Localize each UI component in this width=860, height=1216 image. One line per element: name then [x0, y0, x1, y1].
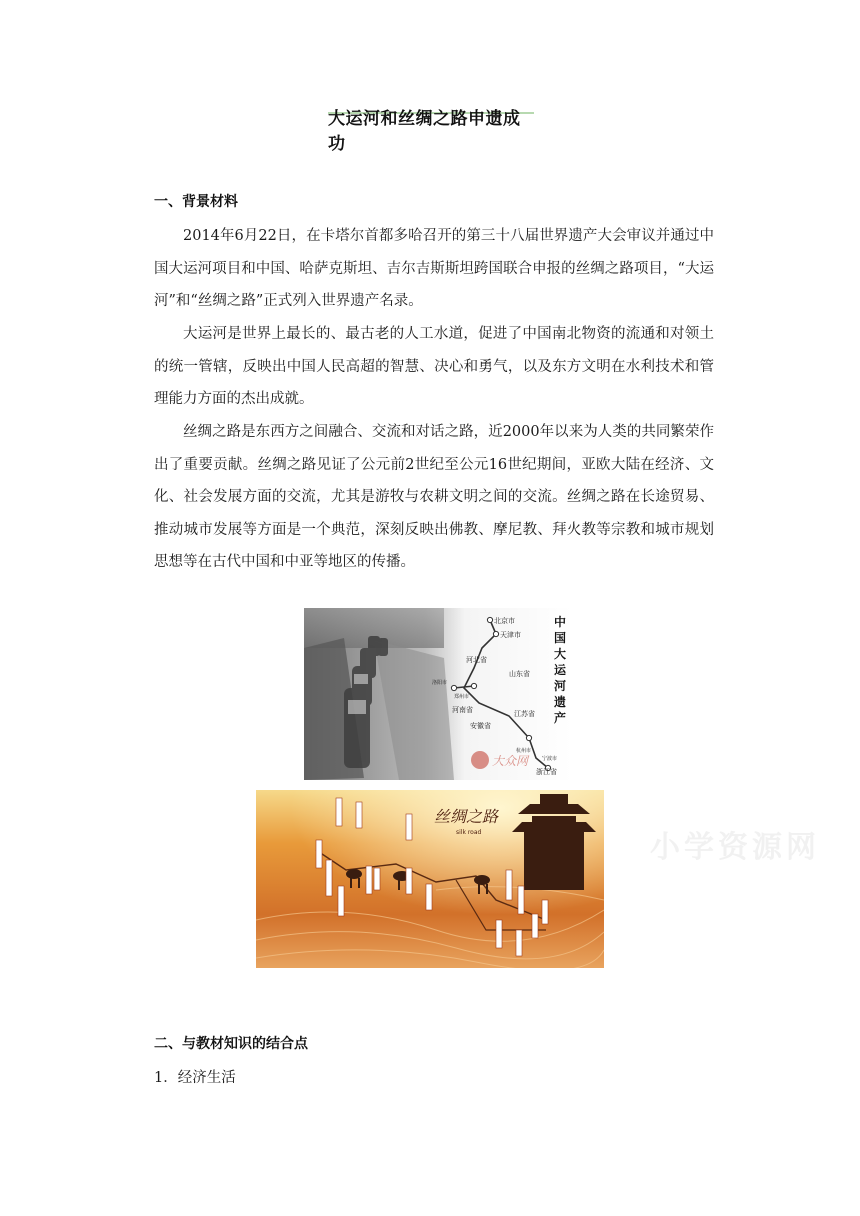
map-label-ningbo: 宁波市 — [542, 756, 558, 762]
grand-canal-image — [304, 608, 572, 780]
map-label-zhengzhou: 郑州市 — [454, 694, 470, 700]
map-label-luoyang: 洛阳市 — [432, 680, 448, 686]
paragraph-2: 大运河是世界上最长的、最古老的人工水道，促进了中国南北物资的流通和对领土的统一管辖，反映出中国人民高超的智慧、决心和勇气，以及东方文明在水利技术和管理能力方面的杰出成就。 — [154, 326, 714, 407]
section-heading-textbook: 二、与教材知识的结合点 — [154, 1036, 308, 1052]
dazhong-logo — [471, 751, 530, 769]
map-vertical-title: 中 国 大 运 河 遗 产 — [554, 615, 567, 725]
page-title: 大运河和丝绸之路申遗成功 — [328, 109, 521, 154]
map-label-beijing: 北京市 — [494, 617, 515, 625]
grand-canal-illustration — [304, 608, 572, 780]
map-label-anhui: 安徽省 — [470, 722, 491, 730]
map-label-jiangsu: 江苏省 — [514, 710, 535, 718]
map-label-zhejiang: 浙江省 — [536, 768, 557, 776]
watermark-text: 小学资源网 — [650, 830, 820, 865]
map-label-hebei: 河北省 — [466, 656, 487, 664]
silk-road-subtitle: silk road — [456, 829, 482, 836]
paragraph-1: 2014年6月22日，在卡塔尔首都多哈召开的第三十八届世界遗产大会审议并通过中国大运河项目和中国、哈萨克斯坦、吉尔吉斯斯坦跨国联合申报的丝绸之路项目，“大运河”和“丝绸之路”正式列入世界遗产名录。 — [154, 228, 714, 309]
map-label-hangzhou: 杭州市 — [516, 748, 532, 754]
list-item-economics: 1．经济生活 — [154, 1070, 236, 1086]
silk-road-image — [256, 790, 604, 968]
title-banner — [328, 109, 534, 154]
section-heading-background: 一、背景材料 — [154, 194, 238, 210]
map-label-tianjin: 天津市 — [500, 631, 521, 639]
map-label-henan: 河南省 — [452, 706, 473, 714]
paragraph-3: 丝绸之路是东西方之间融合、交流和对话之路，近2000年以来为人类的共同繁荣作出了重要贡献。丝绸之路见证了公元前2世纪至公元16世纪期间，亚欧大陆在经济、文化、社会发展方面的交流，尤其是游牧与农耕文明之间的交流。丝绸之路在长途贸易、推动城市发展等方面是一个典范，深刻反映出佛教、摩尼教、拜火教等宗教和城市规划思想等在古代中国和中亚等地区的传播。 — [154, 424, 714, 570]
logo-text: 大众网 — [492, 754, 529, 768]
map-label-shandong: 山东省 — [509, 670, 530, 678]
silk-road-illustration — [256, 790, 604, 968]
silk-road-title: 丝绸之路 — [434, 807, 499, 826]
